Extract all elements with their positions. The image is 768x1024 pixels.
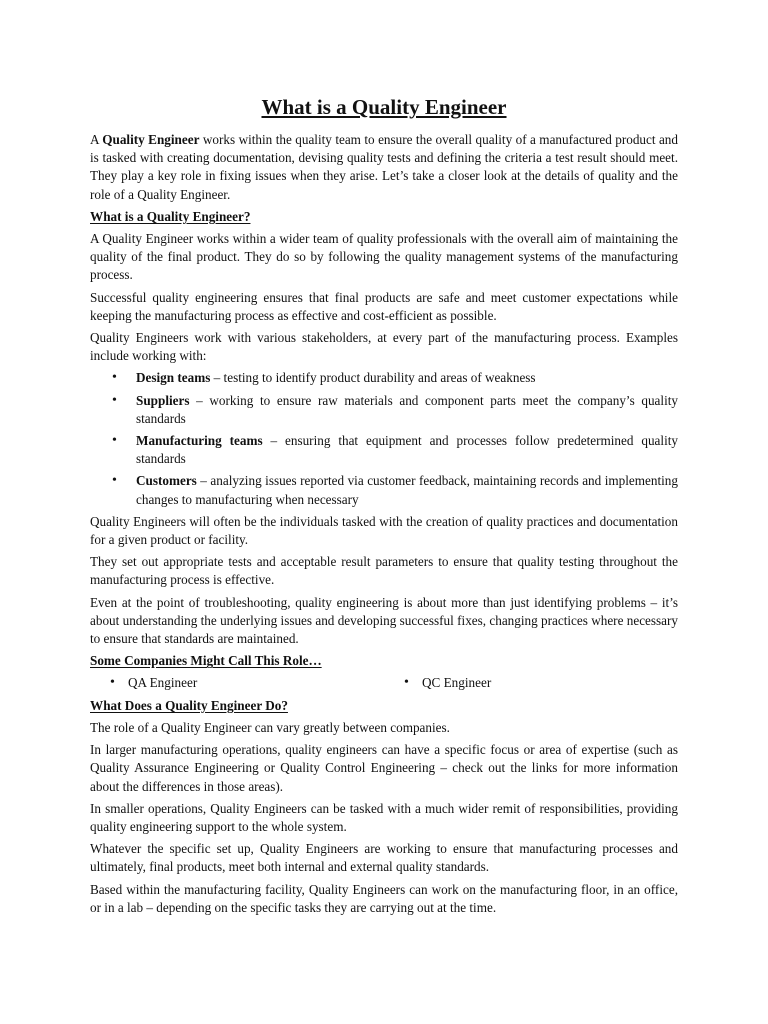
list-item-text: – working to ensure raw materials and component parts meet the company’s quality standards bbox=[136, 392, 678, 426]
list-item-text: – ensuring that equipment and processes follow predetermined quality standards bbox=[136, 433, 678, 467]
intro-lead: A bbox=[90, 132, 103, 147]
list-item-text: – testing to identify product durability and areas of weakness bbox=[210, 370, 536, 386]
list-item bbox=[90, 472, 678, 508]
section-heading-what-does: What Does a Quality Engineer Do? bbox=[90, 697, 288, 713]
stakeholder-list bbox=[90, 369, 678, 508]
section-heading-what-is: What is a Quality Engineer? bbox=[90, 208, 251, 224]
document-body bbox=[90, 94, 678, 921]
list-item-term: Customers bbox=[136, 473, 197, 489]
list-item-text: – analyzing issues reported via customer feedback, maintaining records and implementing changes to manufacturing when necessary bbox=[136, 473, 678, 507]
section-heading-other-names: Some Companies Might Call This Role… bbox=[90, 653, 322, 669]
list-item bbox=[90, 369, 678, 387]
paragraph: Whatever the specific set up, Quality Engineers are working to ensure that manufacturing processes and ultimately, final products, meet both internal and external quality standards. bbox=[90, 841, 678, 875]
paragraph: In smaller operations, Quality Engineers can be tasked with a much wider remit of responsibilities, providing quality engineering support to the whole system. bbox=[90, 800, 678, 834]
paragraph: They set out appropriate tests and acceptable result parameters to ensure that quality testing throughout the manufacturing process is effective. bbox=[90, 554, 678, 588]
bullet-icon: • bbox=[404, 675, 409, 691]
list-item-term: Suppliers bbox=[136, 392, 190, 408]
role-label: QC Engineer bbox=[422, 675, 492, 691]
paragraph: A Quality Engineer works within a wider team of quality professionals with the overall aim of maintaining the quality of the final product. They do so by following the quality management systems of the manufacturing process. bbox=[90, 231, 678, 283]
paragraph: The role of a Quality Engineer can vary greatly between companies. bbox=[90, 719, 450, 735]
bullet-icon: • bbox=[112, 392, 117, 408]
paragraph: Quality Engineers work with various stakeholders, at every part of the manufacturing process. Examples include working with: bbox=[90, 330, 678, 364]
paragraph: Even at the point of troubleshooting, quality engineering is about more than just identifying problems – it’s about understanding the underlying issues and developing successful fixes, changing practices where necessary to ensure that standards are maintained. bbox=[90, 594, 678, 647]
role-names-list bbox=[90, 674, 678, 692]
paragraph: Quality Engineers will often be the individuals tasked with the creation of quality practices and documentation for a given product or facility. bbox=[90, 513, 678, 548]
list-item bbox=[90, 392, 678, 428]
bullet-icon: • bbox=[112, 433, 117, 449]
paragraph: Successful quality engineering ensures that final products are safe and meet customer expectations while keeping the manufacturing process as effective and cost-efficient as possible. bbox=[90, 289, 678, 323]
role-item-qc bbox=[384, 674, 678, 692]
page-title: What is a Quality Engineer bbox=[261, 95, 507, 119]
list-item-term: Manufacturing teams bbox=[136, 433, 263, 449]
role-item-qa bbox=[90, 674, 384, 692]
bullet-icon: • bbox=[112, 370, 117, 386]
role-label: QA Engineer bbox=[128, 675, 198, 691]
intro-text: works within the quality team to ensure the overall quality of a manufactured product and is tasked with creating documentation, devising quality tests and defining the criteria a test result should meet. They play a key role in fixing issues when they arise. Let’s take a closer look at the details of quality and the role of a Quality Engineer. bbox=[90, 132, 678, 202]
list-item-term: Design teams bbox=[136, 370, 211, 386]
bullet-icon: • bbox=[112, 473, 117, 489]
intro-paragraph bbox=[90, 131, 678, 204]
list-item bbox=[90, 432, 678, 468]
paragraph: In larger manufacturing operations, quality engineers can have a specific focus or area of expertise (such as Quality Assurance Engineering or Quality Control Engineering – check out the links for more information about the differences in those areas). bbox=[90, 742, 678, 794]
bullet-icon: • bbox=[110, 675, 115, 691]
paragraph: Based within the manufacturing facility, Quality Engineers can work on the manufacturing floor, in an office, or in a lab – depending on the specific tasks they are carrying out at the time. bbox=[90, 881, 678, 915]
intro-bold-term: Quality Engineer bbox=[102, 132, 200, 147]
